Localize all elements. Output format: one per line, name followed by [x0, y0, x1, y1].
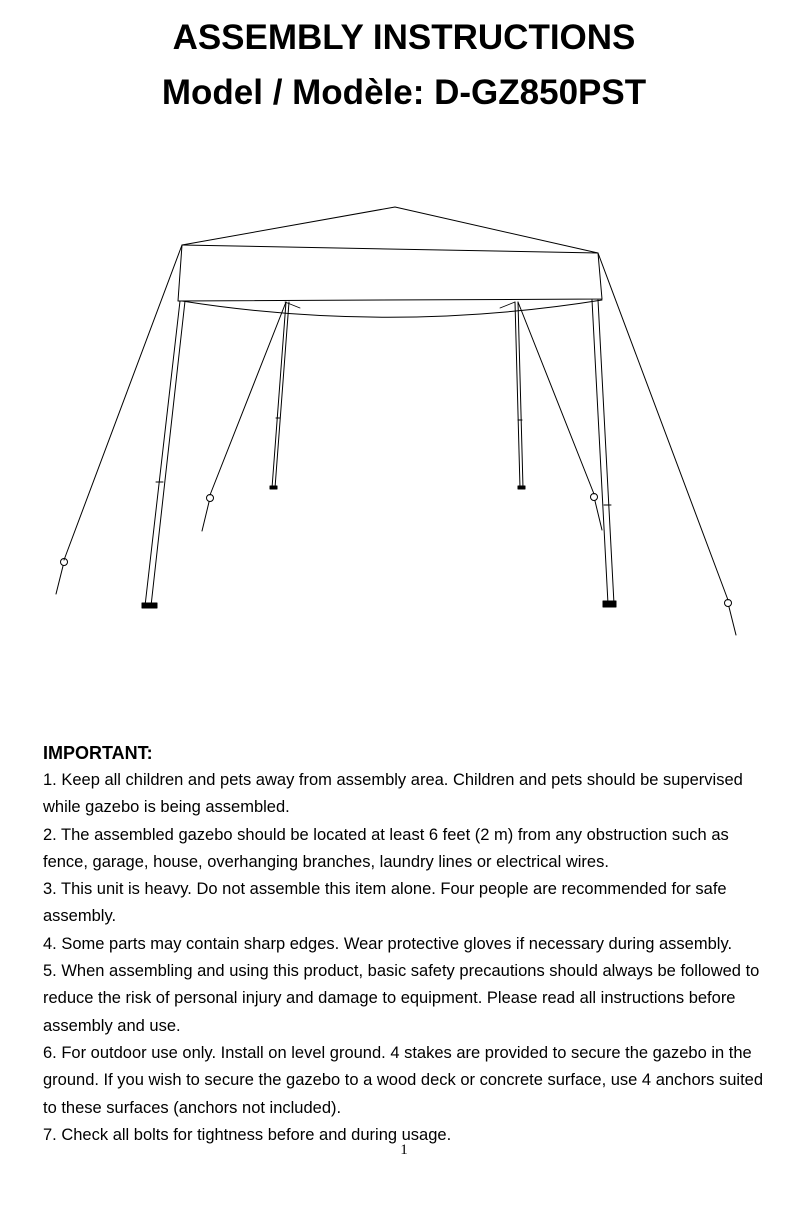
instruction-item: 7. Check all bolts for tightness before and during usage.	[43, 1125, 452, 1144]
page-number: 1	[400, 1142, 408, 1158]
important-heading: IMPORTANT:	[43, 743, 153, 763]
model-number-title: Model / Modèle: D-GZ850PST	[161, 73, 647, 112]
instruction-item: 3. This unit is heavy. Do not assemble this item alone. Four people are recommended for safe assembly.	[43, 880, 727, 926]
instruction-item: 4. Some parts may contain sharp edges. Wear protective gloves if necessary during assembly.	[43, 934, 733, 953]
safety-instructions-list	[43, 767, 773, 1149]
instruction-item: 1. Keep all children and pets away from assembly area. Children and pets should be supervised while gazebo is being assembled.	[43, 771, 743, 817]
instruction-item: 5. When assembling and using this product, basic safety precautions should always be followed to reduce the risk of personal injury and damage to equipment. Please read all instructions before assembly and use.	[43, 962, 760, 1035]
instruction-item: 6. For outdoor use only. Install on level ground. 4 stakes are provided to secure the gazebo in the ground. If you wish to secure the gazebo to a wood deck or concrete surface, use 4 anchors suited to these surfaces (anchors not included).	[43, 1043, 764, 1117]
document-title: ASSEMBLY INSTRUCTIONS	[172, 18, 636, 57]
gazebo-drawing-icon	[0, 190, 808, 650]
instruction-item: 2. The assembled gazebo should be located at least 6 feet (2 m) from any obstruction such as fence, garage, house, overhanging branches, laundry lines or electrical wires.	[43, 825, 729, 871]
